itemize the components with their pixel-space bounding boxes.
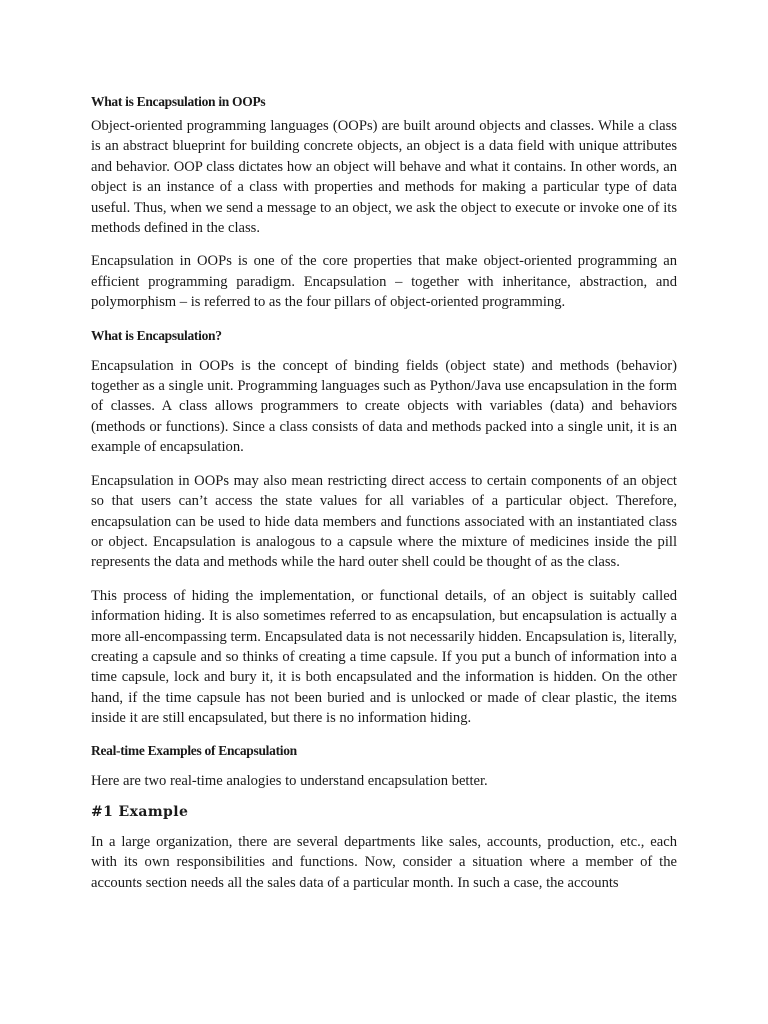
paragraph-information-hiding: This process of hiding the implementation, or functional details, of an object is suitably called information hiding. It is also sometimes referred to as encapsulation, but encapsulation is actually a more all-encompassing term. Encapsulated data is not necessarily hidden. Encapsulation is, literally, creating a capsule and so thinks of creating a time capsule. If you put a bunch of information into a time capsule, lock and bury it, it is both encapsulated and the information is hidden. On the other hand, if the time capsule has not been buried and is unlocked or made of clear plastic, the items inside it are still encapsulated, but there is no information hiding. — [91, 587, 677, 727]
heading-real-time-examples: Real-time Examples of Encapsulation — [91, 742, 297, 758]
heading-what-is-encapsulation-in-oops: What is Encapsulation in OOPs — [91, 94, 266, 109]
document-page — [91, 92, 677, 893]
heading-example-1: #1 Example — [91, 803, 189, 820]
heading-what-is-encapsulation: What is Encapsulation? — [91, 327, 222, 343]
paragraph-organization-example: In a large organization, there are several departments like sales, accounts, production, etc., each with its own responsibilities and functions. Now, consider a situation where a member of the accounts section needs all the sales data of a particular month. In such a case, the accounts — [91, 833, 677, 891]
paragraph-intro-oops: Object-oriented programming languages (OOPs) are built around objects and classes. While a class is an abstract blueprint for building concrete objects, an object is a data field with unique attributes and behavior. OOP class dictates how an object will behave and what it contains. In other words, an object is an instance of a class with properties and methods for making a particular type of data useful. Thus, when we send a message to an object, we ask the object to execute or invoke one of its methods defined in the class. — [91, 118, 677, 237]
paragraph-two-analogies: Here are two real-time analogies to understand encapsulation better. — [91, 772, 488, 789]
paragraph-four-pillars: Encapsulation in OOPs is one of the core properties that make object-oriented programming an efficient programming paradigm. Encapsulation – together with inheritance, abstraction, and polymorphism – is referred to as the four pillars of object-oriented programming. — [91, 253, 677, 311]
paragraph-restricting-access: Encapsulation in OOPs may also mean restricting direct access to certain components of an object so that users can’t access the state values for all variables of a particular object. Therefore, encapsulation can be used to hide data members and functions associated with an instantiated class or object. Encapsulation is analogous to a capsule where the mixture of medicines inside the pill represents the data and methods while the hard outer shell could be thought of as the class. — [91, 472, 677, 571]
paragraph-binding-fields: Encapsulation in OOPs is the concept of binding fields (object state) and methods (behavior) together as a single unit. Programming languages such as Python/Java use encapsulation in the form of classes. A class allows programmers to create objects with variables (data) and behaviors (methods or functions). Since a class consists of data and methods packed into a single unit, it is an example of encapsulation. — [91, 357, 677, 456]
